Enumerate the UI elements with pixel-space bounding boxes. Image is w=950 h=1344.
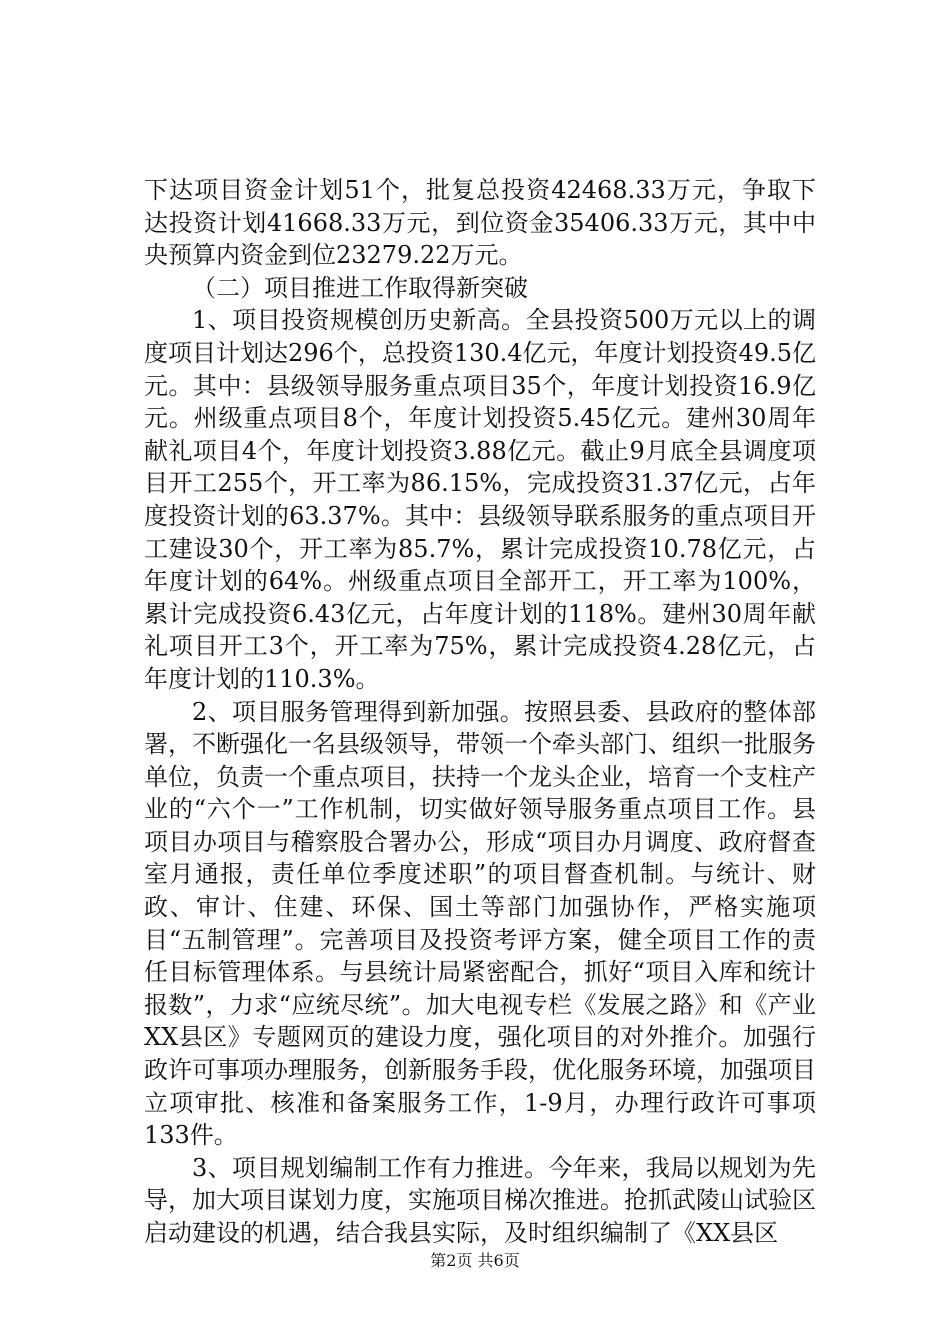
document-body [144, 174, 816, 1250]
paragraph-service-management: 2、项目服务管理得到新加强。按照县委、县政府的整体部署，不断强化一名县级领导，带领一个牵头部门、组织一批服务单位，负责一个重点项目，扶持一个龙头企业，培育一个支柱产业的“六个一”工作机制，切实做好领导服务重点项目工作。县项目办项目与稽察股合署办公，形成“项目办月调度、政府督查室月通报，责任单位季度述职”的项目督查机制。与统计、财政、审计、住建、环保、国土等部门加强协作，严格实施项目“五制管理”。完善项目及投资考评方案，健全项目工作的责任目标管理体系。与县统计局紧密配合，抓好“项目入库和统计报数”，力求“应统尽统”。加大电视专栏《发展之路》和《产业XX县区》专题网页的建设力度，强化项目的对外推介。加强行政许可事项办理服务，创新服务手段，优化服务环境，加强项目立项审批、核准和备案服务工作，1-9月，办理行政许可事项133件。 [144, 697, 816, 1150]
paragraph-investment-scale: 1、项目投资规模创历史新高。全县投资500万元以上的调度项目计划达296个，总投资130.4亿元，年度计划投资49.5亿元。其中：县级领导服务重点项目35个，年度计划投资16.9亿元。州级重点项目8个，年度计划投资5.45亿元。建州30周年献礼项目4个，年度计划投资3.88亿元。截止9月底全县调度项目开工255个，开工率为86.15%，完成投资31.37亿元，占年度投资计划的63.37%。其中：县级领导联系服务的重点项目开工建设30个，开工率为85.7%，累计完成投资10.78亿元，占年度计划的64%。州级重点项目全部开工，开工率为100%，累计完成投资6.43亿元，占年度计划的118%。建州30周年献礼项目开工3个，开工率为75%，累计完成投资4.28亿元，占年度计划的110.3%。 [144, 306, 816, 693]
paragraph-continuation: 下达项目资金计划51个，批复总投资42468.33万元，争取下达投资计划41668.33万元，到位资金35406.33万元，其中中央预算内资金到位23279.22万元。 [144, 176, 816, 270]
section-heading: （二）项目推进工作取得新突破 [192, 273, 528, 302]
page-footer: 第2页 共6页 [430, 1251, 520, 1270]
paragraph-planning: 3、项目规划编制工作有力推进。今年来，我局以规划为先导，加大项目谋划力度，实施项目梯次推进。抢抓武陵山试验区启动建设的机遇，结合我县实际，及时组织编制了《XX县区 [144, 1153, 816, 1247]
